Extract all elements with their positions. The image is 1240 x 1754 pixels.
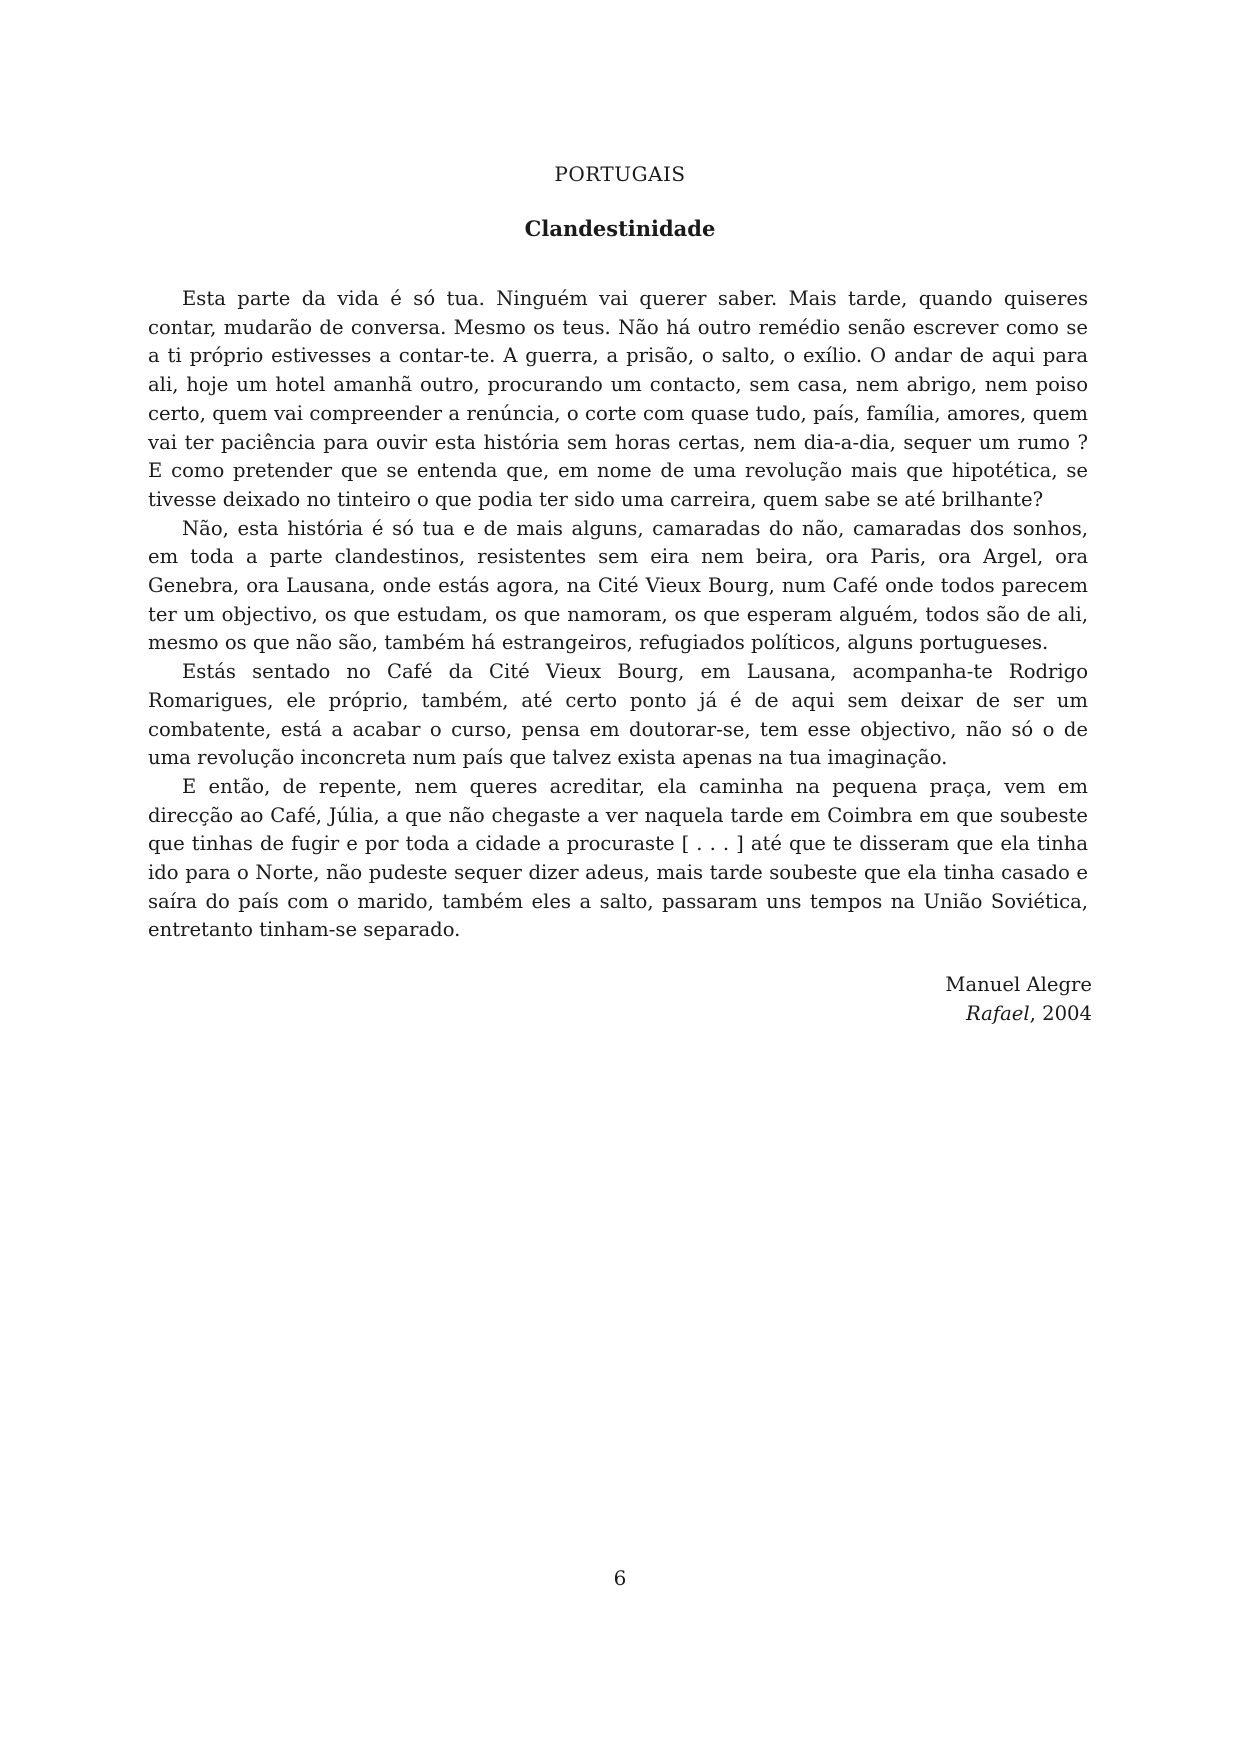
work-title: Rafael (965, 1002, 1030, 1025)
paragraph-4: E então, de repente, nem queres acreditar, ela caminha na pequena praça, vem em direcção ao Café, Júlia, a que não chegaste a ver naquela tarde em Coimbra em que soubeste que tinhas de fugir e por toda a cidade a procuraste [ . . . ] até que te disseram que ela tinha ido para o Norte, não pudeste sequer dizer adeus, mais tarde soubeste que ela tinha casado e saíra do país com o marido, também eles a salto, passaram uns tempos na União Soviética, entretanto tinham-se separado. (148, 774, 1088, 942)
paragraph-2: Não, esta história é só tua e de mais alguns, camaradas do não, camaradas dos sonhos, em toda a parte clandestinos, resistentes sem eira nem beira, ora Paris, ora Argel, ora Genebra, ora Lausana, onde estás agora, na Cité Vieux Bourg, num Café onde todos parecem ter um objectivo, os que estudam, os que namoram, os que esperam alguém, todos são de ali, mesmo os que não são, também há estrangeiros, refugiados políticos, alguns portugueses. (148, 516, 1088, 655)
section-label: PORTUGAIS (554, 162, 686, 186)
work-year: , 2004 (1029, 1002, 1092, 1025)
author-name: Manuel Alegre (945, 973, 1092, 996)
paragraph-1: Esta parte da vida é só tua. Ninguém vai querer saber. Mais tarde, quando quiseres contar, mudarão de conversa. Mesmo os teus. Não há outro remédio senão escrever como se a ti próprio estivesses a contar-te. A guerra, a prisão, o salto, o exílio. O andar de aqui para ali, hoje um hotel amanhã outro, procurando um contacto, sem casa, nem abrigo, nem poiso certo, quem vai compreender a renúncia, o corte com quase tudo, país, família, amores, quem vai ter paciência para ouvir esta história sem horas certas, nem dia-a-dia, sequer um rumo ? E como pretender que se entenda que, em nome de uma revolução mais que hipotética, se tivesse deixado no tinteiro o que podia ter sido uma carreira, quem sabe se até brilhante? (148, 287, 1088, 511)
attribution (945, 970, 1092, 1028)
excerpt-body (148, 285, 1088, 945)
work-citation (945, 999, 1092, 1028)
text-title: Clandestinidade (524, 216, 716, 241)
page-number: 6 (613, 1566, 627, 1590)
paragraph-3: Estás sentado no Café da Cité Vieux Bourg, em Lausana, acompanha-te Rodrigo Romarigues, ele próprio, também, até certo ponto já é de aqui sem deixar de ser um combatente, está a acabar o curso, pensa em doutorar-se, tem esse objectivo, não só o de uma revolução inconcreta num país que talvez exista apenas na tua imaginação. (148, 660, 1088, 770)
